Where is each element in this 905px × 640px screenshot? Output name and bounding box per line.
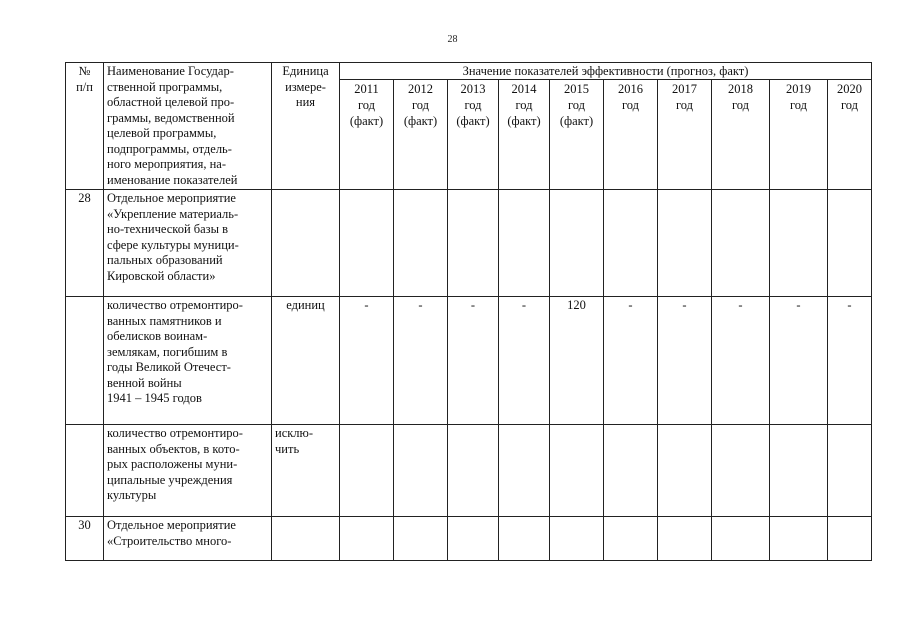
row-name — [104, 517, 272, 561]
year-note: (факт) — [507, 114, 541, 128]
value-cell: - — [499, 297, 550, 425]
header-name-line: ственной программы, — [107, 79, 223, 94]
year-label: 2018 — [728, 82, 753, 96]
value-cell: - — [658, 297, 712, 425]
row-number: 30 — [66, 517, 104, 561]
table-row — [66, 297, 872, 425]
row-unit — [272, 425, 340, 517]
row-name-line: Кировской области» — [107, 268, 216, 283]
value-cell — [658, 190, 712, 297]
row-name-line: Отдельное мероприятие — [107, 191, 236, 205]
year-word: год — [789, 98, 808, 112]
value-cell — [828, 425, 872, 517]
year-word: год — [840, 98, 859, 112]
row-name-line: ципальные учреждения — [107, 472, 233, 487]
table-row — [66, 425, 872, 517]
value-cell: - — [604, 297, 658, 425]
header-name-line: именование показателей — [107, 172, 238, 187]
row-name-line: рых расположены муни- — [107, 457, 238, 471]
table-row — [66, 190, 872, 297]
value-cell — [550, 517, 604, 561]
year-header — [394, 80, 448, 190]
row-name-line: культуры — [107, 488, 157, 502]
value-cell: - — [448, 297, 499, 425]
year-label: 2011 — [354, 82, 379, 96]
value-cell — [712, 190, 770, 297]
value-cell — [712, 425, 770, 517]
row-number — [66, 425, 104, 517]
year-header — [712, 80, 770, 190]
row-unit-line: исклю- — [275, 426, 314, 440]
row-unit-line: чить — [275, 441, 300, 456]
value-cell — [828, 190, 872, 297]
year-label: 2016 — [618, 82, 643, 96]
year-word: год — [357, 98, 376, 112]
value-cell: - — [394, 297, 448, 425]
year-header — [658, 80, 712, 190]
year-note: (факт) — [349, 114, 384, 128]
value-cell — [499, 425, 550, 517]
row-name — [104, 190, 272, 297]
value-cell — [499, 517, 550, 561]
row-name-line: ванных объектов, в кото- — [107, 441, 240, 456]
header-num-line: № — [78, 64, 91, 78]
value-cell — [770, 425, 828, 517]
value-cell — [394, 425, 448, 517]
header-group-title: Значение показателей эффективности (прогноз, факт) — [340, 63, 872, 80]
value-cell: 120 — [550, 297, 604, 425]
year-label: 2015 — [564, 82, 589, 96]
value-cell — [394, 517, 448, 561]
row-unit — [272, 190, 340, 297]
year-note: (факт) — [559, 114, 594, 128]
year-word: год — [731, 98, 750, 112]
header-num-line: п/п — [76, 79, 93, 94]
indicators-table — [65, 62, 872, 561]
row-name-line: Отдельное мероприятие — [107, 518, 236, 532]
page-number: 28 — [447, 34, 458, 45]
value-cell: - — [340, 297, 394, 425]
year-word: год — [411, 98, 430, 112]
header-unit-line: Единица — [282, 64, 329, 78]
row-number: 28 — [66, 190, 104, 297]
row-unit — [272, 297, 340, 425]
year-header — [770, 80, 828, 190]
value-cell — [550, 425, 604, 517]
row-number — [66, 297, 104, 425]
row-unit-line: единиц — [286, 298, 325, 312]
header-name-line: целевой программы, — [107, 126, 217, 140]
row-name-line: обелисков воинам- — [107, 329, 208, 343]
row-name-line: «Строительство много- — [107, 533, 232, 548]
header-num — [66, 63, 104, 190]
row-name — [104, 425, 272, 517]
value-cell — [448, 425, 499, 517]
header-name-line: Наименование Государ- — [107, 64, 234, 78]
header-row-top — [66, 63, 872, 80]
year-label: 2017 — [672, 82, 697, 96]
value-cell: - — [828, 297, 872, 425]
header-unit — [272, 63, 340, 190]
value-cell — [340, 425, 394, 517]
value-cell — [604, 190, 658, 297]
header-name-line: ного мероприятия, на- — [107, 157, 227, 171]
value-cell — [340, 190, 394, 297]
value-cell — [828, 517, 872, 561]
value-cell — [658, 425, 712, 517]
row-name-line: пальных образований — [107, 253, 223, 267]
row-name — [104, 297, 272, 425]
year-word: год — [515, 98, 533, 112]
row-unit — [272, 517, 340, 561]
row-name-line: количество отремонтиро- — [107, 298, 243, 312]
year-header — [448, 80, 499, 190]
year-label: 2012 — [408, 82, 433, 96]
year-label: 2020 — [837, 82, 862, 96]
value-cell — [604, 425, 658, 517]
year-note: (факт) — [403, 114, 438, 128]
row-name-line: «Укрепление материаль- — [107, 206, 239, 221]
year-header — [828, 80, 872, 190]
year-word: год — [621, 98, 640, 112]
value-cell: - — [712, 297, 770, 425]
value-cell — [550, 190, 604, 297]
table-row — [66, 517, 872, 561]
row-name-line: сфере культуры муници- — [107, 237, 239, 252]
value-cell — [499, 190, 550, 297]
year-label: 2013 — [460, 82, 486, 96]
row-name-line: ванных памятников и — [107, 313, 222, 328]
value-cell — [448, 517, 499, 561]
row-name-line: но-технической базы в — [107, 222, 229, 236]
header-name-line: граммы, ведомственной — [107, 110, 235, 125]
year-word: год — [464, 98, 482, 112]
header-name-line: областной целевой про- — [107, 95, 235, 109]
header-name — [104, 63, 272, 190]
value-cell — [394, 190, 448, 297]
year-label: 2014 — [511, 82, 537, 96]
header-unit-line: измере- — [285, 79, 326, 94]
value-cell — [604, 517, 658, 561]
year-note: (факт) — [456, 114, 490, 128]
row-name-line: венной войны — [107, 375, 182, 390]
row-name-line: годы Великой Отечест- — [107, 360, 231, 374]
value-cell — [770, 190, 828, 297]
header-name-line: подпрограммы, отдель- — [107, 141, 232, 156]
value-cell — [658, 517, 712, 561]
value-cell: - — [770, 297, 828, 425]
row-name-line: количество отремонтиро- — [107, 426, 243, 440]
value-cell — [712, 517, 770, 561]
year-word: год — [567, 98, 586, 112]
year-header — [499, 80, 550, 190]
value-cell — [340, 517, 394, 561]
row-name-line: землякам, погибшим в — [107, 344, 228, 359]
year-header — [550, 80, 604, 190]
value-cell — [770, 517, 828, 561]
year-word: год — [675, 98, 694, 112]
year-label: 2019 — [786, 82, 811, 96]
value-cell — [448, 190, 499, 297]
year-header — [604, 80, 658, 190]
year-header — [340, 80, 394, 190]
row-name-line: 1941 – 1945 годов — [107, 391, 202, 405]
header-unit-line: ния — [295, 95, 316, 109]
